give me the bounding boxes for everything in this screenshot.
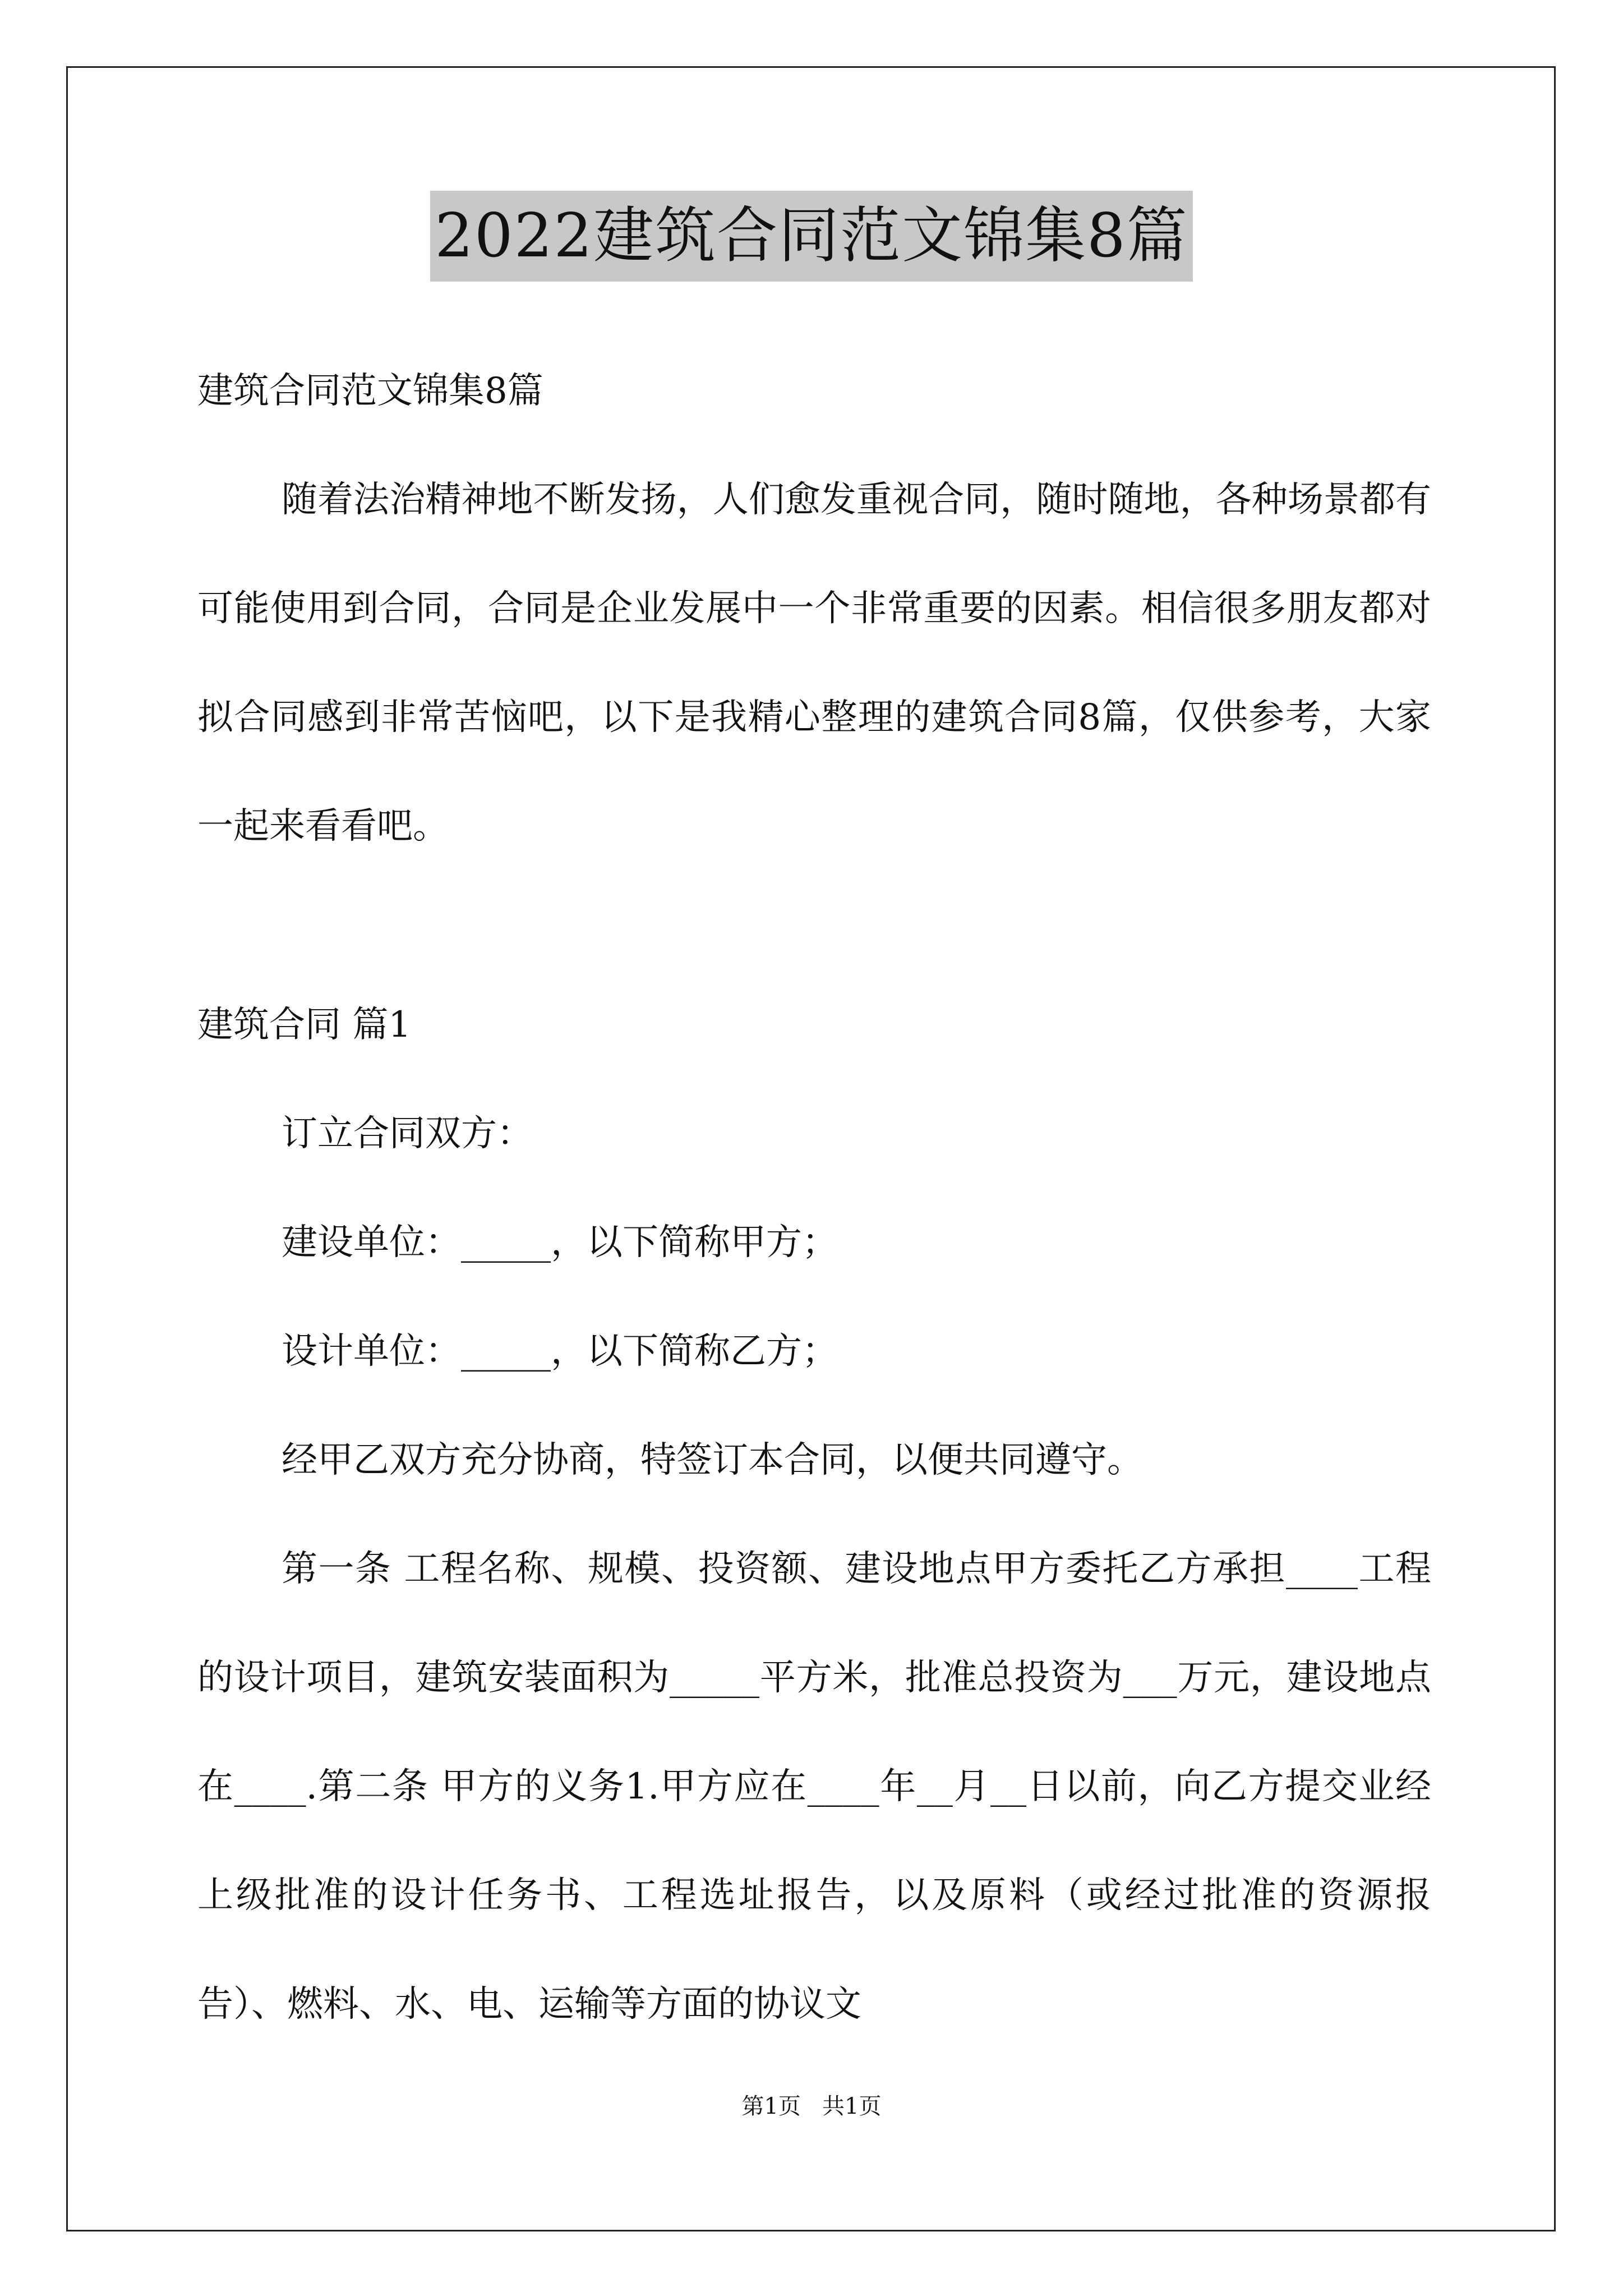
section-spacer [197,881,1431,970]
body-paragraph: 第一条 工程名称、规模、投资额、建设地点甲方委托乙方承担____工程的设计项目，建筑安装面积为_____平方米，批准总投资为___万元，建设地点在____.第二条 甲方的义务1.甲方应在____年__月__日以前，向乙方提交业经上级批准的设计任务书、工程选址报告，以及原料（或经过批准的资源报告）、燃料、水、电、运输等方面的协议文 [197,1548,1431,2025]
document-title: 2022建筑合同范文锦集8篇 [430,191,1193,282]
intro-paragraph: 随着法治精神地不断发扬，人们愈发重视合同，随时随地，各种场景都有可能使用到合同，合同是企业发展中一个非常重要的因素。相信很多朋友都对拟合同感到非常苦恼吧，以下是我精心整理的建筑合同8篇，仅供参考，大家一起来看看吧。 [197,479,1431,847]
body-paragraph: 经甲乙双方充分协商，特签订本合同，以便共同遵守。 [282,1439,1143,1481]
page-footer: 第1页 共1页 [741,2093,882,2119]
title-container [0,191,1623,282]
body-paragraph: 建设单位：_____，以下简称甲方； [282,1222,838,1263]
document-subtitle: 建筑合同范文锦集8篇 [197,370,543,412]
section-heading: 建筑合同 篇1 [197,1004,412,1046]
body-paragraph: 设计单位：_____，以下简称乙方； [282,1331,838,1372]
document-body [197,337,1431,2059]
body-paragraph: 订立合同双方： [282,1113,533,1154]
